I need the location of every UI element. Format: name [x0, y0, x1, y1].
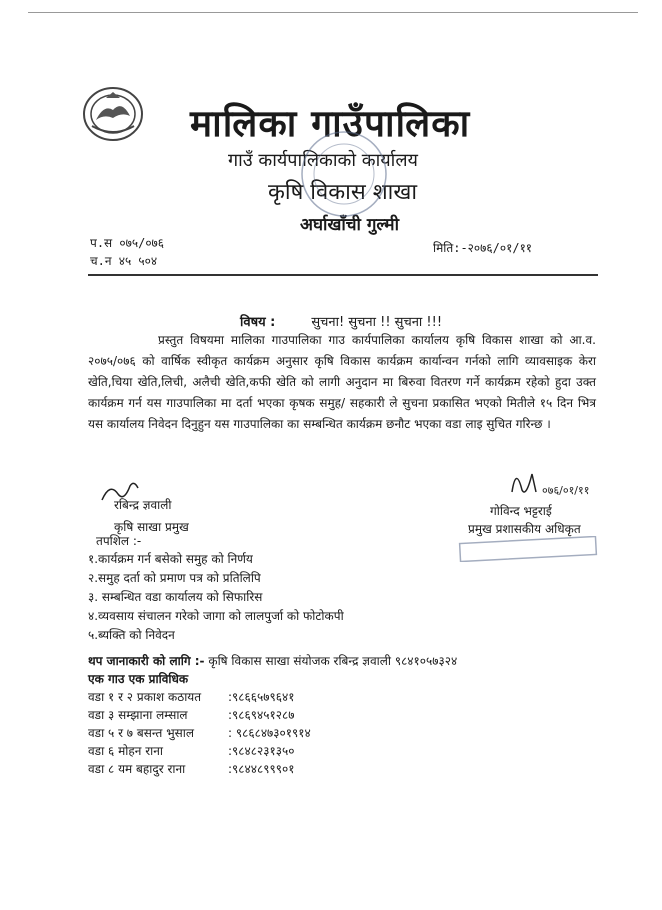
office-name: गाउँ कार्यपालिकाको कार्यालय — [228, 150, 418, 171]
ward-number: वडा ५ र ७ — [88, 726, 134, 740]
org-name: मालिका गाउँपालिका — [190, 102, 471, 145]
ward-number: वडा १ र २ — [88, 690, 134, 704]
right-signature-date: ०७६/०१/११ — [542, 484, 590, 497]
top-border-line — [28, 12, 638, 13]
office-seal-stamp — [298, 128, 390, 220]
subject-line — [240, 312, 442, 330]
ward-number: वडा ३ — [88, 708, 115, 722]
ward-contact-row — [88, 724, 311, 741]
office-address: अर्घाखाँची गुल्मी — [300, 215, 399, 235]
ward-contact-row — [88, 742, 294, 759]
enclosure-item: १.कार्यक्रम गर्न बसेको समुह को निर्णय — [88, 552, 253, 566]
right-signatory-name: गोविन्द भट्टराई — [490, 504, 552, 518]
designation-stamp — [458, 536, 598, 562]
ward-number: वडा ८ — [88, 762, 115, 776]
phone-number: : ९८६८४७३०१९१४ — [228, 726, 311, 740]
technician-name: यम बहादुर राना — [118, 762, 186, 776]
subject-text: सुचना! सुचना !! सुचना !!! — [311, 315, 443, 330]
enclosure-item: ३. सम्बन्धित वडा कार्यालय को सिफारिस — [88, 590, 263, 604]
issue-date: मिति:-२०७६/०१/११ — [433, 241, 533, 255]
phone-number: :९८६६५७९६४१ — [228, 690, 295, 704]
nepal-emblem-logo — [82, 86, 144, 142]
left-signatory-name: रबिन्द्र ज्ञवाली — [114, 498, 172, 512]
enclosure-item: ५.ब्यक्ति को निवेदन — [88, 628, 175, 642]
patra-sankhya: प.स ०७५/०७६ — [90, 236, 165, 250]
ward-contacts-heading: एक गाउ एक प्राविधिक — [88, 672, 189, 686]
ward-contact-row — [88, 706, 294, 723]
branch-name: कृषि विकास शाखा — [268, 180, 418, 205]
phone-number: :९८४८२३१३५० — [228, 744, 295, 758]
notice-body: प्रस्तुत विषयमा मालिका गाउपालिका गाउ कार्यपालिका कार्यालय कृषि विकास शाखा को आ.व. २०७५/०७६ को वार्षिक स्वीकृत कार्यक्रम अनुसार कृषि विकास कार्यक्रम कार्यान्वन गर्नको लागि व्यावसाइक केरा खेति,चिया खेति,लिची, अलैची खेति,कफी खेति को लागी अनुदान मा बिरुवा वितरण गर्ने कार्यक्रम रहेको हुदा उक्त कार्यक्रम गर्न यस गाउपालिका मा दर्ता भएका कृषक समुह/ सहकारी ले सुचना प्रकासित भएको मितीले १५ दिन भित्र यस कार्यालय निवेदन दिनुहुन यस गाउपालिका का सम्बन्धित कार्यक्रम छनौट भएका वडा लाइ सुचित गरिन्छ । — [88, 333, 596, 431]
chalani-number: च.न ४५ ५०४ — [90, 254, 158, 268]
left-signatory-title: कृषि साखा प्रमुख — [114, 520, 189, 534]
enclosures-heading: तपशिल :- — [96, 534, 142, 548]
technician-name: मोहन राना — [118, 744, 164, 758]
header-rule — [88, 274, 598, 276]
contact-line — [88, 652, 457, 669]
enclosure-item: २.समुह दर्ता को प्रमाण पत्र को प्रतिलिपि — [88, 571, 261, 585]
ward-contact-row — [88, 760, 294, 777]
contact-label: थप जानाकारी को लागि :- — [88, 654, 205, 668]
phone-number: :९८६९४५१२८७ — [228, 708, 295, 722]
right-signature-scribble — [508, 462, 598, 502]
subject-label: विषय : — [240, 315, 276, 330]
ward-contact-row — [88, 688, 294, 705]
technician-name: सम्झाना लम्साल — [118, 708, 188, 722]
right-signatory-title: प्रमुख प्रशासकीय अधिकृत — [468, 522, 581, 536]
ward-number: वडा ६ — [88, 744, 115, 758]
contact-text: कृषि विकास साखा संयोजक रबिन्द्र ज्ञवाली ९८४१०५७३२४ — [208, 654, 458, 668]
technician-name: बसन्त भुसाल — [136, 726, 194, 740]
enclosure-item: ४.व्यवसाय संचालन गरेको जागा को लालपुर्जा को फोटोकपी — [88, 609, 344, 623]
technician-name: प्रकाश कठायत — [136, 690, 202, 704]
phone-number: :९८४४८९९९०१ — [228, 762, 295, 776]
